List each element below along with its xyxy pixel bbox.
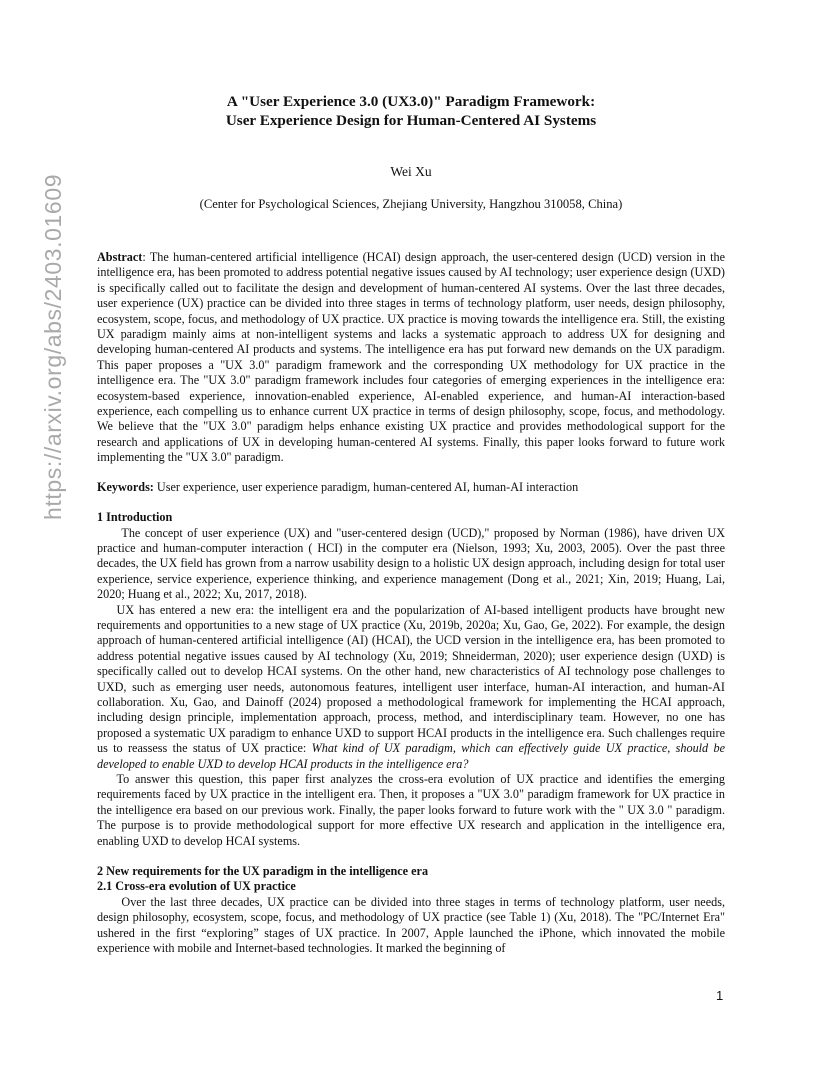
section-2-heading: 2 New requirements for the UX paradigm in the intelligence era <box>97 864 429 879</box>
page-number: 1 <box>716 988 724 1003</box>
keywords <box>97 480 725 495</box>
keywords-text: User experience, user experience paradigm, human-centered AI, human-AI interaction <box>153 479 579 494</box>
paper-page <box>97 92 725 956</box>
section-1-paragraph <box>97 603 725 772</box>
abstract <box>97 250 725 466</box>
section-2-1-heading: 2.1 Cross-era evolution of UX practice <box>97 879 296 894</box>
section-1-heading: 1 Introduction <box>97 510 173 525</box>
abstract-text: : The human-centered artificial intelligence (HCAI) design approach, the user-centered design (UCD) version in the intelligence era, has been promoted to address potential negative issues caused by AI technology; user experience design (UXD) is specifically called out to facilitate the design and development of human-centered AI systems. Over the last three decades, user experience (UX) practice can be divided into three stages in terms of technology platform, user needs, design philosophy, ecosystem, scope, focus, and methodology of UX practice. UX practice is moving towards the intelligence era. Still, the existing UX paradigm mainly aims at non-intelligent systems and lacks a systematic approach to address UX for designing and developing human-centered AI products and systems. The intelligence era has put forward new demands on the UX paradigm. This paper proposes a "UX 3.0" paradigm framework and the corresponding UX methodology for UX practice in the intelligence era. The "UX 3.0" paradigm framework includes four categories of emerging experiences in the intelligence era: ecosystem-based experience, innovation-enabled experience, AI-enabled experience, and human-AI interaction-based experience, each compelling us to enhance current UX practice in terms of design philosophy, scope, focus, and methodology. We believe that the "UX 3.0" paradigm helps enhance existing UX practice and provides methodological support for the research and applications of UX in developing human-centered AI systems. Finally, this paper looks forward to future work implementing the "UX 3.0" paradigm. <box>97 250 725 465</box>
arxiv-watermark: https://arxiv.org/abs/2403.01609 <box>40 173 66 520</box>
research-question: What kind of UX paradigm, which can effectively guide UX practice, should be developed to enable UXD to develop HCAI products in the intelligence era? <box>97 741 725 771</box>
section-1-p2-text: UX has entered a new era: the intelligent era and the popularization of AI-based intelligent products have brought new requirements and opportunities to a new stage of UX practice (Xu, 2019b, 2020a; Xu, Gao, Ge, 2022). For example, the design approach of human-centered artificial intelligence (AI) (HCAI), the UCD version in the intelligence era, has been promoted to address potential negative issues caused by AI technology (Xu, 2019; Shneiderman, 2020); user experience design (UXD) is specifically called out to develop HCAI systems. On the other hand, new characteristics of AI technology pose challenges to UXD, such as emerging user needs, autonomous features, intelligent user interface, human-AI interaction, and human-AI collaboration. Xu, Gao, and Dainoff (2024) proposed a methodological framework for implementing the HCAI approach, including design principle, implementation approach, process, method, and interdisciplinary team. However, no one has proposed a systematic UX paradigm to enhance UXD to support HCAI products in the intelligence era. Such challenges require us to reassess the status of UX practice: <box>97 602 725 756</box>
section-1-paragraph: To answer this question, this paper first analyzes the cross-era evolution of UX practice and identifies the emerging requirements faced by UX practice in the intelligent era. Then, it proposes a "UX 3.0" paradigm framework for UX practice in the intelligence era based on our previous work. Finally, the paper looks forward to future work with the " UX 3.0 " paradigm. The purpose is to provide methodological support for more effective UX research and application in the intelligence era, enabling UXD to develop HCAI systems. <box>97 772 725 848</box>
keywords-label: Keywords: <box>97 479 154 494</box>
abstract-label: Abstract <box>97 250 143 264</box>
section-1-paragraph: The concept of user experience (UX) and "user-centered design (UCD)," proposed by Norman (1986), have driven UX practice and human-computer interaction ( HCI) in the computer era (Nielson, 1993; Xu, 2003, 2005). Over the past three decades, the UX field has grown from a narrow usability design to a holistic UX design approach, including design for total user experience, service experience, experience thinking, and experience management (Dong et al., 2021; Xin, 2019; Huang, Lai, 2020; Huang et al., 2022; Xu, 2017, 2018). <box>97 525 725 602</box>
title-line-2: User Experience Design for Human-Centered AI Systems <box>225 112 597 129</box>
author: Wei Xu <box>390 164 432 179</box>
title-line-1: A "User Experience 3.0 (UX3.0)" Paradigm Framework: <box>226 93 596 110</box>
affiliation: (Center for Psychological Sciences, Zhejiang University, Hangzhou 310058, China) <box>199 197 623 211</box>
paper-title <box>97 92 725 130</box>
section-2-paragraph: Over the last three decades, UX practice can be divided into three stages in terms of technology platform, user needs, design philosophy, ecosystem, scope, focus, and methodology of UX practice (see Table 1) (Xu, 2018). The "PC/Internet Era" ushered in the first “exploring” stages of UX practice. In 2007, Apple launched the iPhone, which innovated the mobile experience with mobile and Internet-based technologies. It marked the beginning of <box>97 894 725 956</box>
